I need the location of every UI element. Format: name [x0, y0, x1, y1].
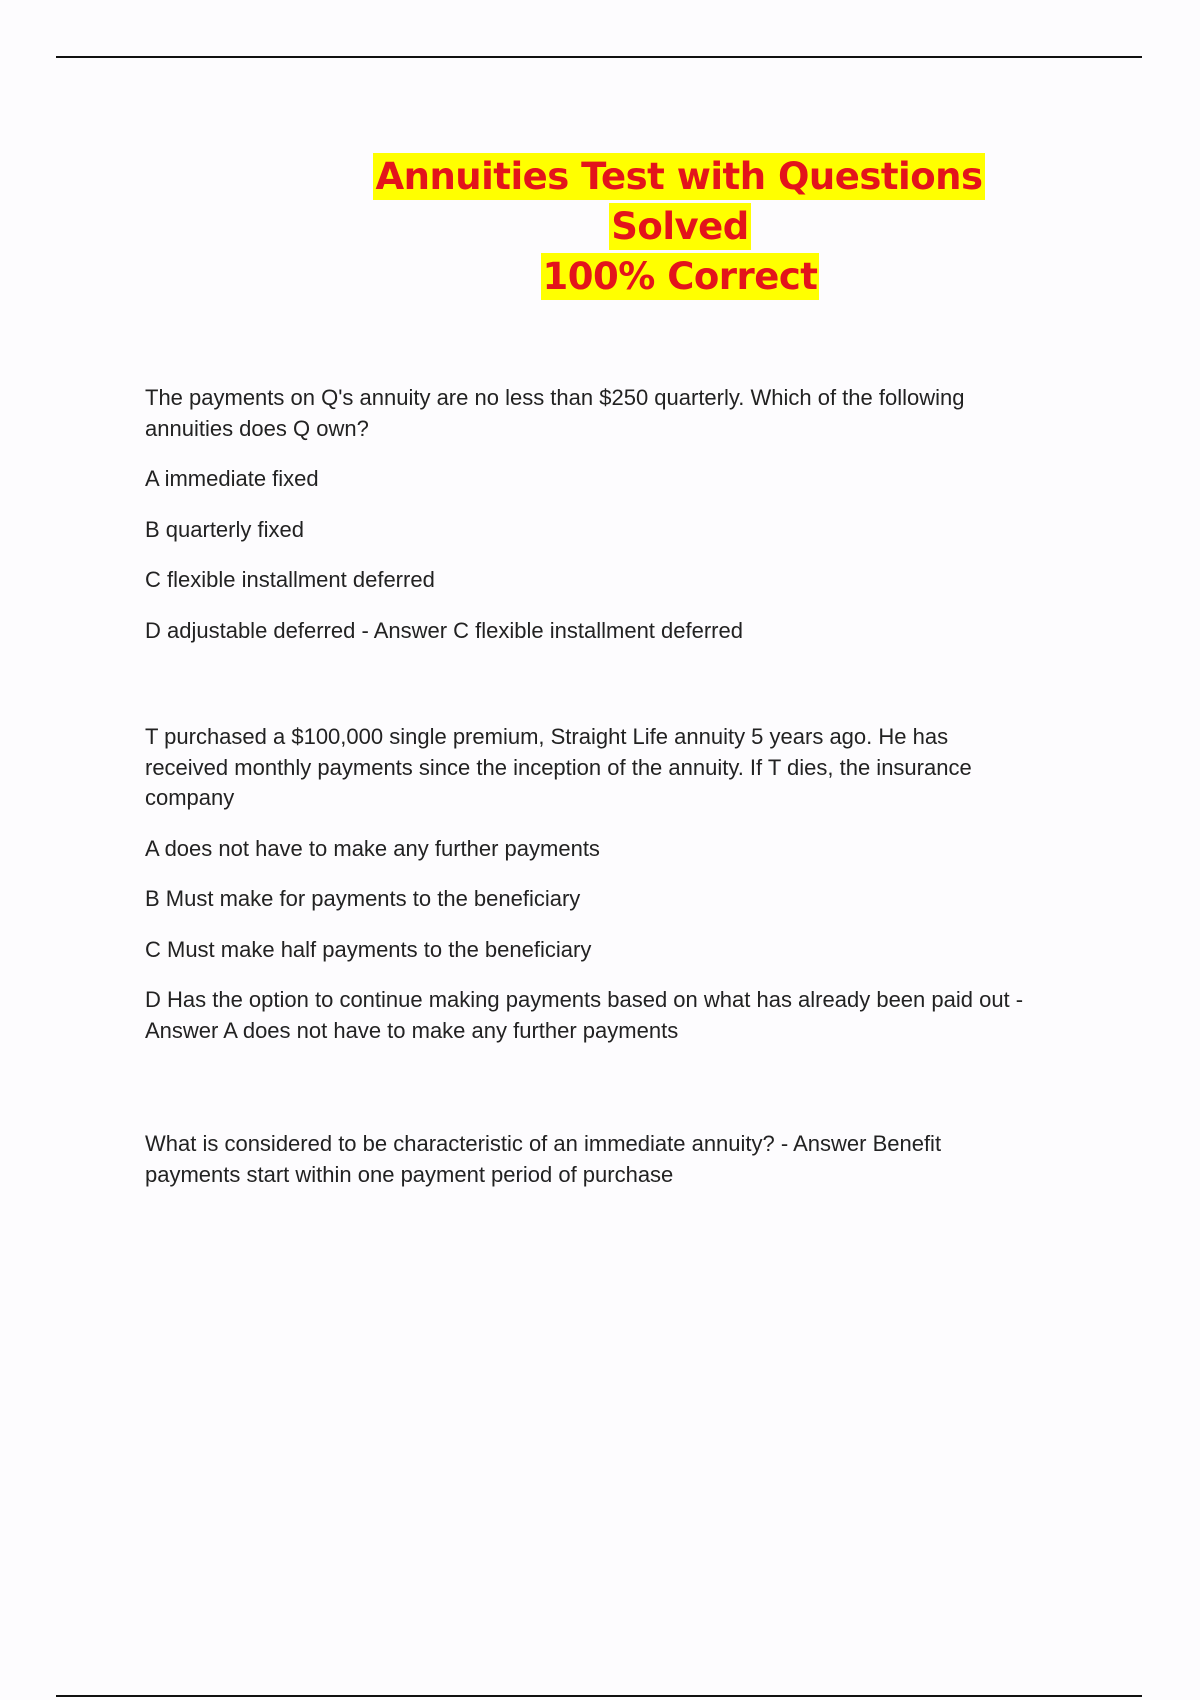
answer-option: C Must make half payments to the beneficiary: [145, 936, 592, 962]
question-1: [145, 383, 1075, 646]
answer-option: D Has the option to continue making payments based on what has already been paid out - Answer A does not have to make any further payments: [145, 987, 1024, 1043]
answer-option: C flexible installment deferred: [145, 567, 435, 592]
title-line-1: Annuities Test with Questions Solved: [375, 155, 983, 248]
question-stem: What is considered to be characteristic of an immediate annuity? - Answer Benefit payments start within one payment period of purchase: [145, 1131, 942, 1187]
footer-rule: [56, 1695, 1142, 1697]
answer-option: D adjustable deferred - Answer C flexible installment deferred: [145, 617, 743, 643]
header-rule: [56, 56, 1142, 58]
question-stem: The payments on Q's annuity are no less than $250 quarterly. Which of the following annuities does Q own?: [145, 385, 965, 441]
document-title: [300, 152, 1060, 302]
question-3: [145, 1129, 1075, 1210]
answer-option: A immediate fixed: [145, 466, 319, 491]
title-line-2: 100% Correct: [542, 255, 818, 298]
question-stem: T purchased a $100,000 single premium, Straight Life annuity 5 years ago. He has received monthly payments since the inception of the annuity. If T dies, the insurance company: [145, 724, 972, 810]
question-2: [145, 722, 1075, 1046]
answer-option: A does not have to make any further payments: [145, 835, 600, 861]
answer-option: B quarterly fixed: [145, 516, 304, 542]
answer-option: B Must make for payments to the beneficiary: [145, 886, 581, 911]
